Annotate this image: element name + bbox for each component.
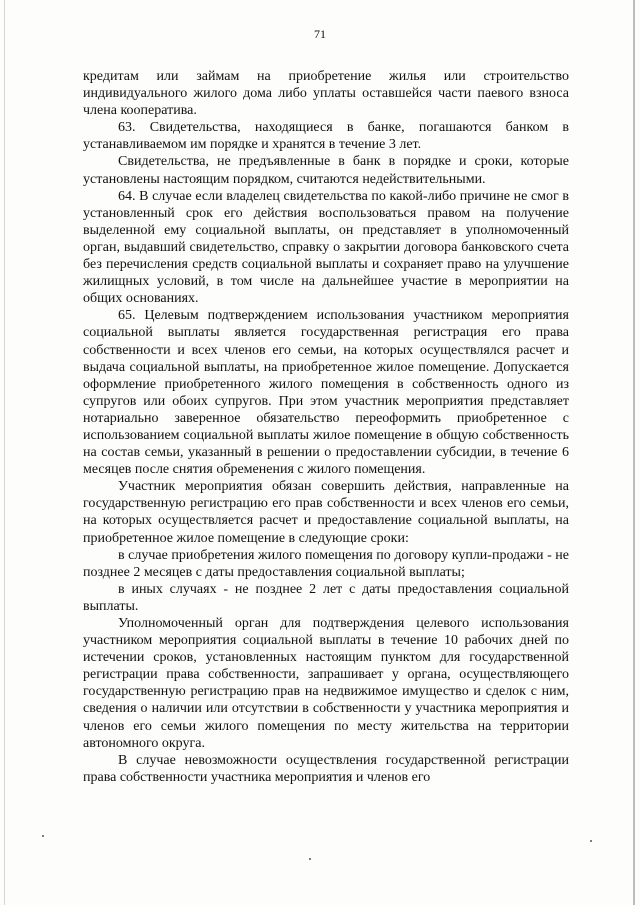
- page-number: 71: [314, 27, 326, 41]
- paragraph: Участник мероприятия обязан совершить действия, направленные на государственную регистрацию его прав собственности и всех членов его семьи, на которых осуществляется расчет и предоставление социальной выплаты, на приобретенное жилое помещение в следующие сроки:: [83, 479, 569, 546]
- paragraph: кредитам или займам на приобретение жилья или строительство индивидуального жилого дома либо уплаты оставшейся части паевого взноса члена кооператива.: [83, 69, 569, 119]
- paragraph: В случае невозможности осуществления государственной регистрации права собственности участника мероприятия и членов его: [83, 752, 569, 785]
- scan-edge-right: [633, 0, 635, 905]
- paragraph: 65. Целевым подтверждением использования участником мероприятия социальной выплаты является государственная регистрация его права собственности и всех членов его семьи, на которых осуществлялся расчет и выдача социальной выплаты, на приобретенное жилое помещение. Допускается оформление приобретенного жилого помещения в собственность одного из супругов или обоих супругов. При этом участник мероприятия представляет нотариально заверенное обязательство переоформить приобретенное с использованием социальной выплаты жилое помещение в общую собственность на состав семьи, указанный в решении о предоставлении субсидии, в течение 6 месяцев после снятия обременения с жилого помещения.: [83, 308, 569, 478]
- scan-speck: [42, 835, 44, 837]
- body-text: [83, 68, 569, 786]
- paragraph: Уполномоченный орган для подтверждения целевого использования участником мероприятия социальной выплаты в течение 10 рабочих дней по истечении сроков, установленных настоящим пунктом для государственной регистрации права собственности, запрашивает у органа, осуществляющего государственную регистрацию прав на недвижимое имущество и сделок с ним, сведения о наличии или отсутствии в собственности у участника мероприятия и членов его семьи жилого помещения по месту жительства на территории автономного округа.: [83, 616, 569, 751]
- paragraph: 63. Свидетельства, находящиеся в банке, погашаются банком в устанавливаемом им порядке и хранятся в течение 3 лет.: [83, 120, 569, 153]
- paragraph: в иных случаях - не позднее 2 лет с даты предоставления социальной выплаты.: [83, 581, 569, 614]
- scan-speck: [309, 858, 311, 860]
- paragraph: 64. В случае если владелец свидетельства по какой-либо причине не смог в установленный срок его действия воспользоваться правом на получение выделенной ему социальной выплаты, он представляет в уполномоченный орган, выдавший свидетельство, справку о закрытии договора банковского счета без перечисления средств социальной выплаты и сохраняет право на улучшение жилищных условий, в том числе на дальнейшее участие в мероприятии на общих основаниях.: [83, 188, 569, 307]
- scan-speck: [590, 840, 592, 842]
- paragraph: в случае приобретения жилого помещения по договору купли-продажи - не позднее 2 месяцев с даты предоставления социальной выплаты;: [83, 547, 569, 580]
- scan-edge-left: [4, 0, 5, 905]
- paragraph: Свидетельства, не предъявленные в банк в порядке и сроки, которые установлены настоящим порядком, считаются недействительными.: [83, 154, 569, 187]
